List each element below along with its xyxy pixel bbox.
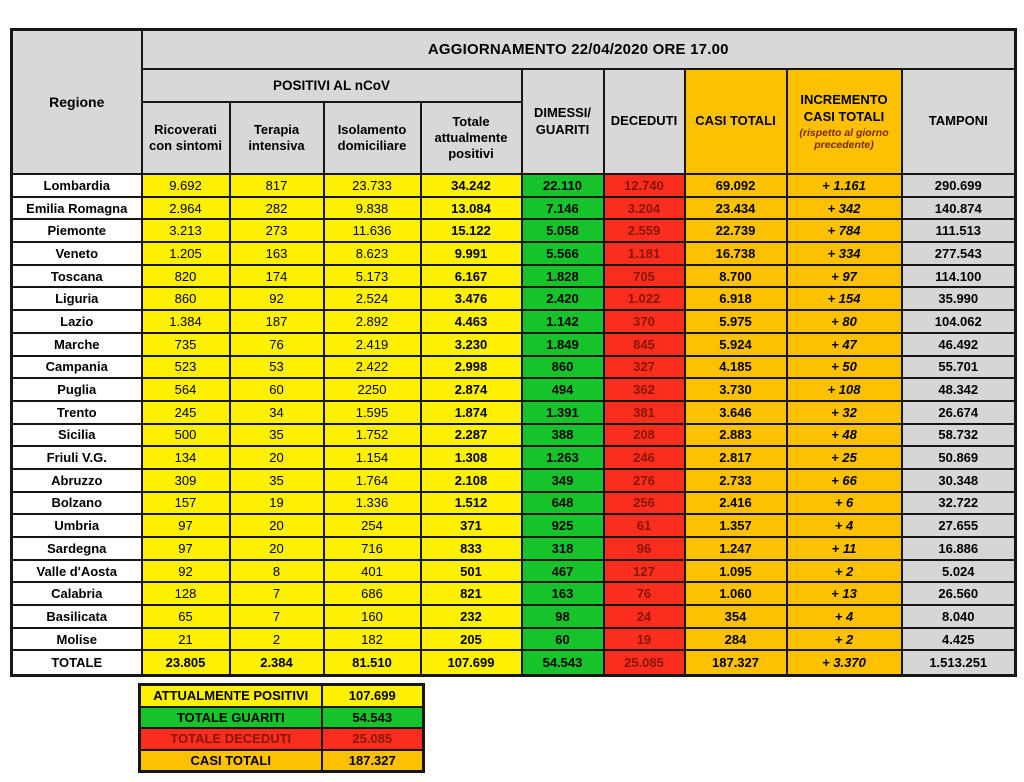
cell-incremento: + 6 bbox=[787, 492, 902, 515]
table-row bbox=[12, 356, 1016, 379]
cell-ricoverati: 1.384 bbox=[142, 310, 230, 333]
isolamento-header: Isolamento domiciliare bbox=[324, 102, 421, 174]
cell-isolamento: 2.422 bbox=[324, 356, 421, 379]
cell-incremento: + 2 bbox=[787, 560, 902, 583]
incremento-header-title: INCREMENTO CASI TOTALI bbox=[800, 92, 888, 124]
cell-terapia: 2.384 bbox=[230, 650, 324, 676]
table-title: AGGIORNAMENTO 22/04/2020 ORE 17.00 bbox=[142, 30, 1016, 70]
cell-casi-totali: 354 bbox=[685, 605, 787, 628]
cell-deceduti: 24 bbox=[604, 605, 685, 628]
cell-incremento: + 25 bbox=[787, 446, 902, 469]
totale-positivi-header: Totale attualmente positivi bbox=[421, 102, 522, 174]
cell-terapia: 273 bbox=[230, 219, 324, 242]
cell-incremento: + 784 bbox=[787, 219, 902, 242]
covid-regions-table bbox=[10, 28, 1017, 677]
cell-ricoverati: 9.692 bbox=[142, 174, 230, 197]
summary-label: TOTALE DECEDUTI bbox=[140, 728, 322, 750]
cell-totale-positivi: 3.476 bbox=[421, 287, 522, 310]
cell-terapia: 8 bbox=[230, 560, 324, 583]
summary-value: 25.085 bbox=[322, 728, 424, 750]
summary-label: TOTALE GUARITI bbox=[140, 707, 322, 729]
cell-isolamento: 2.524 bbox=[324, 287, 421, 310]
casi-totali-header: CASI TOTALI bbox=[685, 69, 787, 174]
cell-ricoverati: 23.805 bbox=[142, 650, 230, 676]
table-row bbox=[12, 333, 1016, 356]
cell-isolamento: 686 bbox=[324, 582, 421, 605]
cell-casi-totali: 8.700 bbox=[685, 265, 787, 288]
cell-ricoverati: 735 bbox=[142, 333, 230, 356]
cell-regione: Piemonte bbox=[12, 219, 142, 242]
cell-deceduti: 19 bbox=[604, 628, 685, 651]
cell-isolamento: 2.892 bbox=[324, 310, 421, 333]
cell-dimessi: 98 bbox=[522, 605, 604, 628]
cell-totale-positivi: 1.512 bbox=[421, 492, 522, 515]
cell-casi-totali: 4.185 bbox=[685, 356, 787, 379]
cell-deceduti: 370 bbox=[604, 310, 685, 333]
cell-tamponi: 48.342 bbox=[902, 378, 1016, 401]
cell-incremento: + 50 bbox=[787, 356, 902, 379]
cell-incremento: + 3.370 bbox=[787, 650, 902, 676]
cell-isolamento: 2.419 bbox=[324, 333, 421, 356]
cell-casi-totali: 5.924 bbox=[685, 333, 787, 356]
incremento-header bbox=[787, 69, 902, 174]
cell-totale-positivi: 15.122 bbox=[421, 219, 522, 242]
summary-row-totale-guariti bbox=[140, 707, 424, 729]
cell-deceduti: 276 bbox=[604, 469, 685, 492]
cell-casi-totali: 2.883 bbox=[685, 424, 787, 447]
table-row bbox=[12, 605, 1016, 628]
cell-totale-positivi: 3.230 bbox=[421, 333, 522, 356]
cell-incremento: + 47 bbox=[787, 333, 902, 356]
cell-tamponi: 4.425 bbox=[902, 628, 1016, 651]
cell-casi-totali: 187.327 bbox=[685, 650, 787, 676]
cell-deceduti: 3.204 bbox=[604, 197, 685, 220]
cell-incremento: + 334 bbox=[787, 242, 902, 265]
totale-row bbox=[12, 650, 1016, 676]
cell-totale-positivi: 232 bbox=[421, 605, 522, 628]
cell-isolamento: 1.595 bbox=[324, 401, 421, 424]
cell-dimessi: 1.142 bbox=[522, 310, 604, 333]
cell-incremento: + 48 bbox=[787, 424, 902, 447]
cell-regione: Lazio bbox=[12, 310, 142, 333]
cell-ricoverati: 128 bbox=[142, 582, 230, 605]
cell-dimessi: 1.828 bbox=[522, 265, 604, 288]
cell-terapia: 35 bbox=[230, 469, 324, 492]
cell-totale-positivi: 205 bbox=[421, 628, 522, 651]
cell-casi-totali: 2.733 bbox=[685, 469, 787, 492]
cell-isolamento: 9.838 bbox=[324, 197, 421, 220]
cell-regione: Molise bbox=[12, 628, 142, 651]
table-row bbox=[12, 401, 1016, 424]
group-header-row bbox=[12, 69, 1016, 102]
table-row bbox=[12, 446, 1016, 469]
table-row bbox=[12, 287, 1016, 310]
cell-incremento: + 342 bbox=[787, 197, 902, 220]
cell-tamponi: 50.869 bbox=[902, 446, 1016, 469]
cell-tamponi: 55.701 bbox=[902, 356, 1016, 379]
cell-dimessi: 54.543 bbox=[522, 650, 604, 676]
cell-ricoverati: 21 bbox=[142, 628, 230, 651]
cell-casi-totali: 16.738 bbox=[685, 242, 787, 265]
cell-isolamento: 1.336 bbox=[324, 492, 421, 515]
summary-value: 187.327 bbox=[322, 750, 424, 772]
cell-deceduti: 127 bbox=[604, 560, 685, 583]
cell-ricoverati: 860 bbox=[142, 287, 230, 310]
cell-ricoverati: 97 bbox=[142, 537, 230, 560]
cell-dimessi: 1.849 bbox=[522, 333, 604, 356]
cell-dimessi: 7.146 bbox=[522, 197, 604, 220]
cell-totale-positivi: 821 bbox=[421, 582, 522, 605]
table-row bbox=[12, 242, 1016, 265]
cell-ricoverati: 1.205 bbox=[142, 242, 230, 265]
cell-incremento: + 4 bbox=[787, 605, 902, 628]
cell-dimessi: 2.420 bbox=[522, 287, 604, 310]
cell-isolamento: 81.510 bbox=[324, 650, 421, 676]
cell-terapia: 19 bbox=[230, 492, 324, 515]
cell-incremento: + 13 bbox=[787, 582, 902, 605]
cell-incremento: + 80 bbox=[787, 310, 902, 333]
cell-deceduti: 208 bbox=[604, 424, 685, 447]
cell-casi-totali: 6.918 bbox=[685, 287, 787, 310]
cell-incremento: + 32 bbox=[787, 401, 902, 424]
cell-regione: Sardegna bbox=[12, 537, 142, 560]
summary-value: 54.543 bbox=[322, 707, 424, 729]
table-row bbox=[12, 560, 1016, 583]
cell-ricoverati: 500 bbox=[142, 424, 230, 447]
cell-ricoverati: 92 bbox=[142, 560, 230, 583]
cell-dimessi: 318 bbox=[522, 537, 604, 560]
cell-tamponi: 1.513.251 bbox=[902, 650, 1016, 676]
cell-totale-positivi: 107.699 bbox=[421, 650, 522, 676]
cell-terapia: 20 bbox=[230, 537, 324, 560]
cell-isolamento: 11.636 bbox=[324, 219, 421, 242]
cell-casi-totali: 284 bbox=[685, 628, 787, 651]
cell-totale-positivi: 371 bbox=[421, 514, 522, 537]
cell-isolamento: 160 bbox=[324, 605, 421, 628]
cell-incremento: + 97 bbox=[787, 265, 902, 288]
cell-dimessi: 494 bbox=[522, 378, 604, 401]
cell-totale-positivi: 6.167 bbox=[421, 265, 522, 288]
cell-ricoverati: 820 bbox=[142, 265, 230, 288]
cell-deceduti: 246 bbox=[604, 446, 685, 469]
regione-column-header: Regione bbox=[12, 30, 142, 175]
cell-tamponi: 35.990 bbox=[902, 287, 1016, 310]
cell-casi-totali: 1.357 bbox=[685, 514, 787, 537]
cell-dimessi: 5.058 bbox=[522, 219, 604, 242]
cell-ricoverati: 2.964 bbox=[142, 197, 230, 220]
table-row bbox=[12, 310, 1016, 333]
table-row bbox=[12, 219, 1016, 242]
cell-tamponi: 16.886 bbox=[902, 537, 1016, 560]
cell-deceduti: 381 bbox=[604, 401, 685, 424]
cell-incremento: + 4 bbox=[787, 514, 902, 537]
cell-deceduti: 96 bbox=[604, 537, 685, 560]
cell-deceduti: 61 bbox=[604, 514, 685, 537]
cell-regione: Friuli V.G. bbox=[12, 446, 142, 469]
dimessi-guariti-header: DIMESSI/ GUARITI bbox=[522, 69, 604, 174]
cell-deceduti: 256 bbox=[604, 492, 685, 515]
cell-deceduti: 327 bbox=[604, 356, 685, 379]
cell-regione: Trento bbox=[12, 401, 142, 424]
cell-casi-totali: 1.247 bbox=[685, 537, 787, 560]
summary-label: ATTUALMENTE POSITIVI bbox=[140, 685, 322, 707]
tamponi-header: TAMPONI bbox=[902, 69, 1016, 174]
cell-tamponi: 46.492 bbox=[902, 333, 1016, 356]
cell-dimessi: 1.263 bbox=[522, 446, 604, 469]
cell-isolamento: 5.173 bbox=[324, 265, 421, 288]
cell-terapia: 34 bbox=[230, 401, 324, 424]
cell-isolamento: 23.733 bbox=[324, 174, 421, 197]
cell-incremento: + 2 bbox=[787, 628, 902, 651]
cell-isolamento: 1.764 bbox=[324, 469, 421, 492]
cell-isolamento: 254 bbox=[324, 514, 421, 537]
cell-ricoverati: 157 bbox=[142, 492, 230, 515]
cell-isolamento: 182 bbox=[324, 628, 421, 651]
summary-row-attualmente-positivi bbox=[140, 685, 424, 707]
cell-isolamento: 401 bbox=[324, 560, 421, 583]
cell-totale-positivi: 833 bbox=[421, 537, 522, 560]
cell-tamponi: 111.513 bbox=[902, 219, 1016, 242]
table-row bbox=[12, 514, 1016, 537]
cell-isolamento: 716 bbox=[324, 537, 421, 560]
terapia-intensiva-header: Terapia intensiva bbox=[230, 102, 324, 174]
cell-regione: Lombardia bbox=[12, 174, 142, 197]
cell-regione: Basilicata bbox=[12, 605, 142, 628]
cell-totale-positivi: 13.084 bbox=[421, 197, 522, 220]
cell-terapia: 76 bbox=[230, 333, 324, 356]
cell-deceduti: 362 bbox=[604, 378, 685, 401]
cell-totale-positivi: 9.991 bbox=[421, 242, 522, 265]
positivi-group-header: POSITIVI AL nCoV bbox=[142, 69, 522, 102]
cell-terapia: 174 bbox=[230, 265, 324, 288]
cell-terapia: 92 bbox=[230, 287, 324, 310]
deceduti-header: DECEDUTI bbox=[604, 69, 685, 174]
cell-dimessi: 5.566 bbox=[522, 242, 604, 265]
cell-regione: Liguria bbox=[12, 287, 142, 310]
cell-tamponi: 26.560 bbox=[902, 582, 1016, 605]
incremento-header-note: (rispetto al giorno precedente) bbox=[799, 126, 889, 151]
cell-incremento: + 154 bbox=[787, 287, 902, 310]
cell-terapia: 7 bbox=[230, 605, 324, 628]
cell-regione: Valle d'Aosta bbox=[12, 560, 142, 583]
cell-casi-totali: 22.739 bbox=[685, 219, 787, 242]
cell-casi-totali: 23.434 bbox=[685, 197, 787, 220]
table-row bbox=[12, 197, 1016, 220]
cell-ricoverati: 309 bbox=[142, 469, 230, 492]
cell-dimessi: 22.110 bbox=[522, 174, 604, 197]
cell-dimessi: 925 bbox=[522, 514, 604, 537]
cell-ricoverati: 134 bbox=[142, 446, 230, 469]
cell-tamponi: 8.040 bbox=[902, 605, 1016, 628]
cell-regione: Emilia Romagna bbox=[12, 197, 142, 220]
cell-incremento: + 108 bbox=[787, 378, 902, 401]
cell-ricoverati: 245 bbox=[142, 401, 230, 424]
cell-deceduti: 1.022 bbox=[604, 287, 685, 310]
cell-dimessi: 467 bbox=[522, 560, 604, 583]
cell-casi-totali: 69.092 bbox=[685, 174, 787, 197]
table-row bbox=[12, 537, 1016, 560]
cell-terapia: 7 bbox=[230, 582, 324, 605]
cell-dimessi: 388 bbox=[522, 424, 604, 447]
cell-dimessi: 860 bbox=[522, 356, 604, 379]
cell-tamponi: 58.732 bbox=[902, 424, 1016, 447]
cell-isolamento: 8.623 bbox=[324, 242, 421, 265]
cell-tamponi: 27.655 bbox=[902, 514, 1016, 537]
table-row bbox=[12, 628, 1016, 651]
table-body bbox=[12, 174, 1016, 650]
cell-terapia: 35 bbox=[230, 424, 324, 447]
cell-terapia: 282 bbox=[230, 197, 324, 220]
cell-terapia: 187 bbox=[230, 310, 324, 333]
cell-totale-positivi: 34.242 bbox=[421, 174, 522, 197]
cell-casi-totali: 5.975 bbox=[685, 310, 787, 333]
ricoverati-header: Ricoverati con sintomi bbox=[142, 102, 230, 174]
table-row bbox=[12, 492, 1016, 515]
summary-label: CASI TOTALI bbox=[140, 750, 322, 772]
cell-regione: Veneto bbox=[12, 242, 142, 265]
cell-deceduti: 2.559 bbox=[604, 219, 685, 242]
cell-totale-positivi: 2.108 bbox=[421, 469, 522, 492]
cell-terapia: 163 bbox=[230, 242, 324, 265]
summary-table bbox=[138, 683, 425, 773]
table-row bbox=[12, 265, 1016, 288]
cell-ricoverati: 564 bbox=[142, 378, 230, 401]
cell-regione: Sicilia bbox=[12, 424, 142, 447]
cell-tamponi: 114.100 bbox=[902, 265, 1016, 288]
cell-regione: Bolzano bbox=[12, 492, 142, 515]
cell-regione: Umbria bbox=[12, 514, 142, 537]
cell-regione: Campania bbox=[12, 356, 142, 379]
cell-totale-positivi: 1.874 bbox=[421, 401, 522, 424]
cell-casi-totali: 3.646 bbox=[685, 401, 787, 424]
cell-isolamento: 1.752 bbox=[324, 424, 421, 447]
cell-incremento: + 1.161 bbox=[787, 174, 902, 197]
cell-ricoverati: 3.213 bbox=[142, 219, 230, 242]
cell-tamponi: 277.543 bbox=[902, 242, 1016, 265]
summary-row-totale-deceduti bbox=[140, 728, 424, 750]
cell-deceduti: 25.085 bbox=[604, 650, 685, 676]
cell-terapia: 20 bbox=[230, 446, 324, 469]
cell-totale-positivi: 2.287 bbox=[421, 424, 522, 447]
cell-dimessi: 1.391 bbox=[522, 401, 604, 424]
summary-row-casi-totali bbox=[140, 750, 424, 772]
cell-casi-totali: 1.095 bbox=[685, 560, 787, 583]
cell-tamponi: 32.722 bbox=[902, 492, 1016, 515]
cell-deceduti: 12.740 bbox=[604, 174, 685, 197]
cell-casi-totali: 2.416 bbox=[685, 492, 787, 515]
cell-dimessi: 349 bbox=[522, 469, 604, 492]
cell-casi-totali: 1.060 bbox=[685, 582, 787, 605]
cell-regione: Abruzzo bbox=[12, 469, 142, 492]
cell-incremento: + 11 bbox=[787, 537, 902, 560]
cell-tamponi: 26.674 bbox=[902, 401, 1016, 424]
cell-totale-positivi: 501 bbox=[421, 560, 522, 583]
table-row bbox=[12, 469, 1016, 492]
table-row bbox=[12, 582, 1016, 605]
cell-totale-positivi: 4.463 bbox=[421, 310, 522, 333]
cell-deceduti: 1.181 bbox=[604, 242, 685, 265]
cell-casi-totali: 2.817 bbox=[685, 446, 787, 469]
cell-regione: Calabria bbox=[12, 582, 142, 605]
cell-tamponi: 140.874 bbox=[902, 197, 1016, 220]
cell-tamponi: 5.024 bbox=[902, 560, 1016, 583]
cell-tamponi: 290.699 bbox=[902, 174, 1016, 197]
cell-totale-positivi: 1.308 bbox=[421, 446, 522, 469]
cell-ricoverati: 523 bbox=[142, 356, 230, 379]
cell-ricoverati: 65 bbox=[142, 605, 230, 628]
cell-terapia: 817 bbox=[230, 174, 324, 197]
summary-value: 107.699 bbox=[322, 685, 424, 707]
cell-dimessi: 60 bbox=[522, 628, 604, 651]
cell-deceduti: 76 bbox=[604, 582, 685, 605]
cell-terapia: 60 bbox=[230, 378, 324, 401]
cell-casi-totali: 3.730 bbox=[685, 378, 787, 401]
cell-isolamento: 2250 bbox=[324, 378, 421, 401]
cell-regione: TOTALE bbox=[12, 650, 142, 676]
cell-dimessi: 648 bbox=[522, 492, 604, 515]
table-row bbox=[12, 174, 1016, 197]
cell-deceduti: 705 bbox=[604, 265, 685, 288]
cell-terapia: 2 bbox=[230, 628, 324, 651]
table-row bbox=[12, 424, 1016, 447]
cell-incremento: + 66 bbox=[787, 469, 902, 492]
cell-deceduti: 845 bbox=[604, 333, 685, 356]
cell-terapia: 53 bbox=[230, 356, 324, 379]
title-row bbox=[12, 30, 1016, 70]
cell-totale-positivi: 2.874 bbox=[421, 378, 522, 401]
cell-tamponi: 104.062 bbox=[902, 310, 1016, 333]
cell-ricoverati: 97 bbox=[142, 514, 230, 537]
cell-regione: Marche bbox=[12, 333, 142, 356]
table-row bbox=[12, 378, 1016, 401]
cell-terapia: 20 bbox=[230, 514, 324, 537]
cell-tamponi: 30.348 bbox=[902, 469, 1016, 492]
cell-totale-positivi: 2.998 bbox=[421, 356, 522, 379]
cell-regione: Puglia bbox=[12, 378, 142, 401]
cell-isolamento: 1.154 bbox=[324, 446, 421, 469]
cell-dimessi: 163 bbox=[522, 582, 604, 605]
cell-regione: Toscana bbox=[12, 265, 142, 288]
